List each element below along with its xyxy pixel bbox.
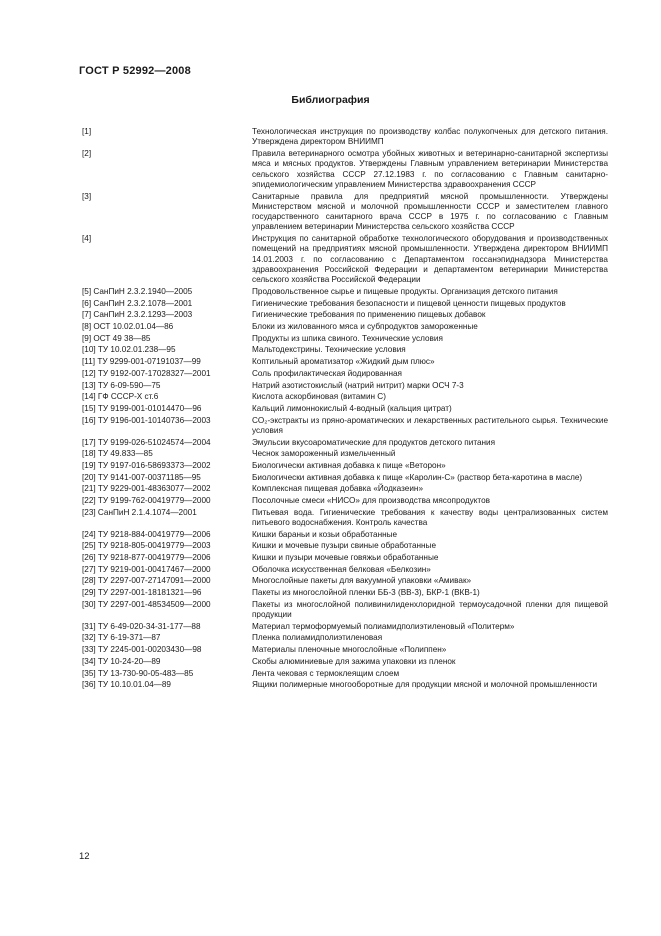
entry-reference: [2]	[82, 148, 92, 158]
entry-reference: [14] ГФ СССР-Х ст.6	[82, 392, 159, 402]
bibliography-entry	[82, 473, 608, 483]
entry-description: Биологически активная добавка к пище «Каролин-С» (раствор бета-каротина в масле)	[252, 472, 583, 482]
bibliography-entry	[82, 404, 608, 414]
entry-reference: [35] ТУ 13-730-90-05-483—85	[82, 668, 194, 678]
bibliography-entry	[82, 588, 608, 598]
bibliography-entry	[82, 508, 608, 529]
entry-description: Кальций лимоннокислый 4-водный (кальция цитрат)	[252, 403, 452, 413]
entry-description: Многослойные пакеты для вакуумной упаковки «Амивак»	[252, 576, 472, 586]
entry-reference: [9] ОСТ 49 38—85	[82, 333, 151, 343]
entry-description: Соль профилактическая йодированная	[252, 368, 402, 378]
bibliography-entry	[82, 600, 608, 621]
entry-description: Инструкция по санитарной обработке технологического оборудования и производственных помещений на предприятиях мясной промышленности. Утверждена директором ВНИИМП 14.01.2003 г. по согласованию с Департаментом госсанэпиднадзора Министерства здравоохранения Российской Федерации и департаментом ветеринарии Министерства сельского хозяйства Российской Федерации	[252, 234, 608, 285]
bibliography-entry	[82, 299, 608, 309]
entry-description: Мальтодекстрины. Технические условия	[252, 345, 406, 355]
entry-reference: [7] СанПиН 2.3.2.1293—2003	[82, 310, 193, 320]
bibliography-entry	[82, 484, 608, 494]
entry-description: Продовольственное сырье и пищевые продукты. Организация детского питания	[252, 287, 558, 297]
bibliography-entry	[82, 496, 608, 506]
entry-reference: [20] ТУ 9141-007-00371185—95	[82, 472, 201, 482]
bibliography-entry	[82, 669, 608, 679]
entry-reference: [27] ТУ 9219-001-00417467—2000	[82, 564, 211, 574]
bibliography-entry	[82, 461, 608, 471]
bibliography-entry	[82, 438, 608, 448]
entry-description: Материалы пленочные многослойные «Полиппен»	[252, 645, 447, 655]
section-title: Библиография	[291, 94, 370, 106]
entry-description: Пакеты из многослойной пленки ББ-3 (ВВ-3), БКР-1 (ВКВ-1)	[252, 588, 480, 598]
bibliography-entry	[82, 381, 608, 391]
entry-description: Гигиенические требования безопасности и пищевой ценности пищевых продуктов	[252, 298, 566, 308]
bibliography-entry	[82, 127, 608, 148]
entry-reference: [36] ТУ 10.10.01.04—89	[82, 680, 171, 690]
entry-reference: [16] ТУ 9196-001-10140736—2003	[82, 415, 211, 425]
bibliography-entry	[82, 334, 608, 344]
bibliography-entry	[82, 565, 608, 575]
entry-reference: [26] ТУ 9218-877-00419779—2006	[82, 553, 211, 563]
entry-description: Кишки бараньи и козьи обработанные	[252, 529, 398, 539]
entry-description: CO₂-экстракты из пряно-ароматических и лекарственных растительного сырья. Технические условия	[252, 415, 608, 435]
entry-description: Натрий азотистокислый (натрий нитрит) марки ОСЧ 7-3	[252, 380, 464, 390]
entry-reference: [28] ТУ 2297-007-27147091—2000	[82, 576, 211, 586]
entry-description: Кишки и мочевые пузыри свиные обработанные	[252, 541, 436, 551]
bibliography-entry	[82, 541, 608, 551]
bibliography-entry	[82, 416, 608, 437]
entry-description: Материал термоформуемый полиамидполиэтиленовый «Политерм»	[252, 621, 515, 631]
entry-description: Пленка полиамидполиэтиленовая	[252, 633, 383, 643]
bibliography-entry	[82, 392, 608, 402]
entry-description: Ящики полимерные многооборотные для продукции мясной и молочной промышленности	[252, 680, 598, 690]
entry-reference: [17] ТУ 9199-026-51024574—2004	[82, 437, 211, 447]
bibliography-entry	[82, 310, 608, 320]
bibliography-entry	[82, 149, 608, 190]
entry-description: Комплексная пищевая добавка «Йодказеин»	[252, 484, 423, 494]
entry-reference: [1]	[82, 127, 92, 136]
entry-description: Коптильный ароматизатор «Жидкий дым плюс»	[252, 357, 435, 367]
entry-reference: [31] ТУ 6-49-020-34-31-177—88	[82, 621, 201, 631]
entry-reference: [19] ТУ 9197-016-58693373—2002	[82, 460, 211, 470]
bibliography-entry	[82, 576, 608, 586]
entry-reference: [22] ТУ 9199-762-00419779—2000	[82, 496, 211, 505]
entry-description: Питьевая вода. Гигиенические требования к качеству воды централизованных систем питьевого водоснабжения. Контроль качества	[252, 507, 608, 527]
bibliography-entry	[82, 322, 608, 332]
entry-description: Правила ветеринарного осмотра убойных животных и ветеринарно-санитарной экспертизы мяса и мясных продуктов. Утверждены Главным управлением ветеринарии Министерства сельского хозяйства СССР 27.12.1983 г. по согласованию с Главным санитарно-эпидемиологическим управлением Министерства здравоохранения СССР	[252, 148, 608, 189]
entry-description: Технологическая инструкция по производству колбас полукопченых для детского питания. Утверждена директором ВНИИМП	[252, 127, 608, 147]
entry-description: Биологически активная добавка к пище «Веторон»	[252, 460, 446, 470]
entry-reference: [15] ТУ 9199-001-01014470—96	[82, 403, 202, 413]
bibliography-entry	[82, 287, 608, 297]
entry-reference: [3]	[82, 191, 92, 201]
entry-reference: [21] ТУ 9229-001-48363077—2002	[82, 484, 211, 494]
bibliography-entry	[82, 680, 608, 690]
entry-description: Продукты из шпика свиного. Технические условия	[252, 333, 443, 343]
entry-description: Лента чековая с термоклеящим слоем	[252, 668, 400, 678]
bibliography-entry	[82, 657, 608, 667]
entry-description: Пакеты из многослойной поливинилиденхлоридной термоусадочной пленки для пищевой продукции	[252, 599, 608, 620]
bibliography-entry	[82, 449, 608, 459]
entry-reference: [30] ТУ 2297-001-48534509—2000	[82, 599, 211, 609]
bibliography-list	[82, 127, 608, 692]
entry-reference: [25] ТУ 9218-805-00419779—2003	[82, 541, 211, 551]
entry-reference: [32] ТУ 6-19-371—87	[82, 633, 161, 643]
bibliography-entry	[82, 633, 608, 643]
entry-reference: [11] ТУ 9299-001-07191037—99	[82, 357, 201, 367]
bibliography-entry	[82, 345, 608, 355]
entry-reference: [5] СанПиН 2.3.2.1940—2005	[82, 287, 193, 297]
bibliography-entry	[82, 530, 608, 540]
entry-description: Гигиенические требования по применению пищевых добавок	[252, 310, 486, 320]
entry-reference: [12] ТУ 9192-007-17028327—2001	[82, 368, 211, 378]
entry-reference: [6] СанПиН 2.3.2.1078—2001	[82, 298, 193, 308]
entry-reference: [23] СанПиН 2.1.4.1074—2001	[82, 507, 197, 517]
bibliography-entry	[82, 622, 608, 632]
bibliography-entry	[82, 645, 608, 655]
entry-reference: [24] ТУ 9218-884-00419779—2006	[82, 529, 211, 539]
entry-description: Оболочка искусственная белковая «Белкозин»	[252, 564, 431, 574]
entry-reference: [18] ТУ 49.833—85	[82, 449, 153, 459]
page-number: 12	[79, 851, 90, 862]
entry-reference: [8] ОСТ 10.02.01.04—86	[82, 322, 174, 332]
bibliography-entry	[82, 369, 608, 379]
entry-description: Кислота аскорбиновая (витамин С)	[252, 392, 386, 402]
bibliography-entry	[82, 357, 608, 367]
entry-reference: [4]	[82, 234, 92, 244]
entry-description: Блоки из жилованного мяса и субпродуктов замороженные	[252, 322, 478, 332]
entry-description: Эмульсии вкусоароматические для продуктов детского питания	[252, 437, 496, 447]
bibliography-entry	[82, 553, 608, 563]
bibliography-entry	[82, 234, 608, 285]
entry-description: Скобы алюминиевые для зажима упаковки из пленок	[252, 656, 456, 666]
document-id: ГОСТ Р 52992—2008	[79, 65, 191, 77]
bibliography-entry	[82, 192, 608, 233]
entry-description: Санитарные правила для предприятий мясной промышленности. Утверждены Министерством мясной и молочной промышленности СССР и заместителем главного государственного санитарного врача СССР в 1975 г. по согласованию с Главным управлением ветеринарии Министерства сельского хозяйства СССР	[252, 191, 608, 232]
entry-reference: [10] ТУ 10.02.01.238—95	[82, 345, 176, 355]
entry-reference: [33] ТУ 2245-001-00203430—98	[82, 645, 202, 655]
entry-reference: [29] ТУ 2297-001-18181321—96	[82, 588, 202, 598]
entry-description: Кишки и пузыри мочевые говяжьи обработанные	[252, 553, 439, 563]
entry-reference: [13] ТУ 6-09-590—75	[82, 380, 161, 390]
entry-description: Посолочные смеси «НИСО» для производства мясопродуктов	[252, 496, 490, 505]
entry-reference: [34] ТУ 10-24-20—89	[82, 656, 161, 666]
entry-description: Чеснок замороженный измельченный	[252, 449, 396, 459]
